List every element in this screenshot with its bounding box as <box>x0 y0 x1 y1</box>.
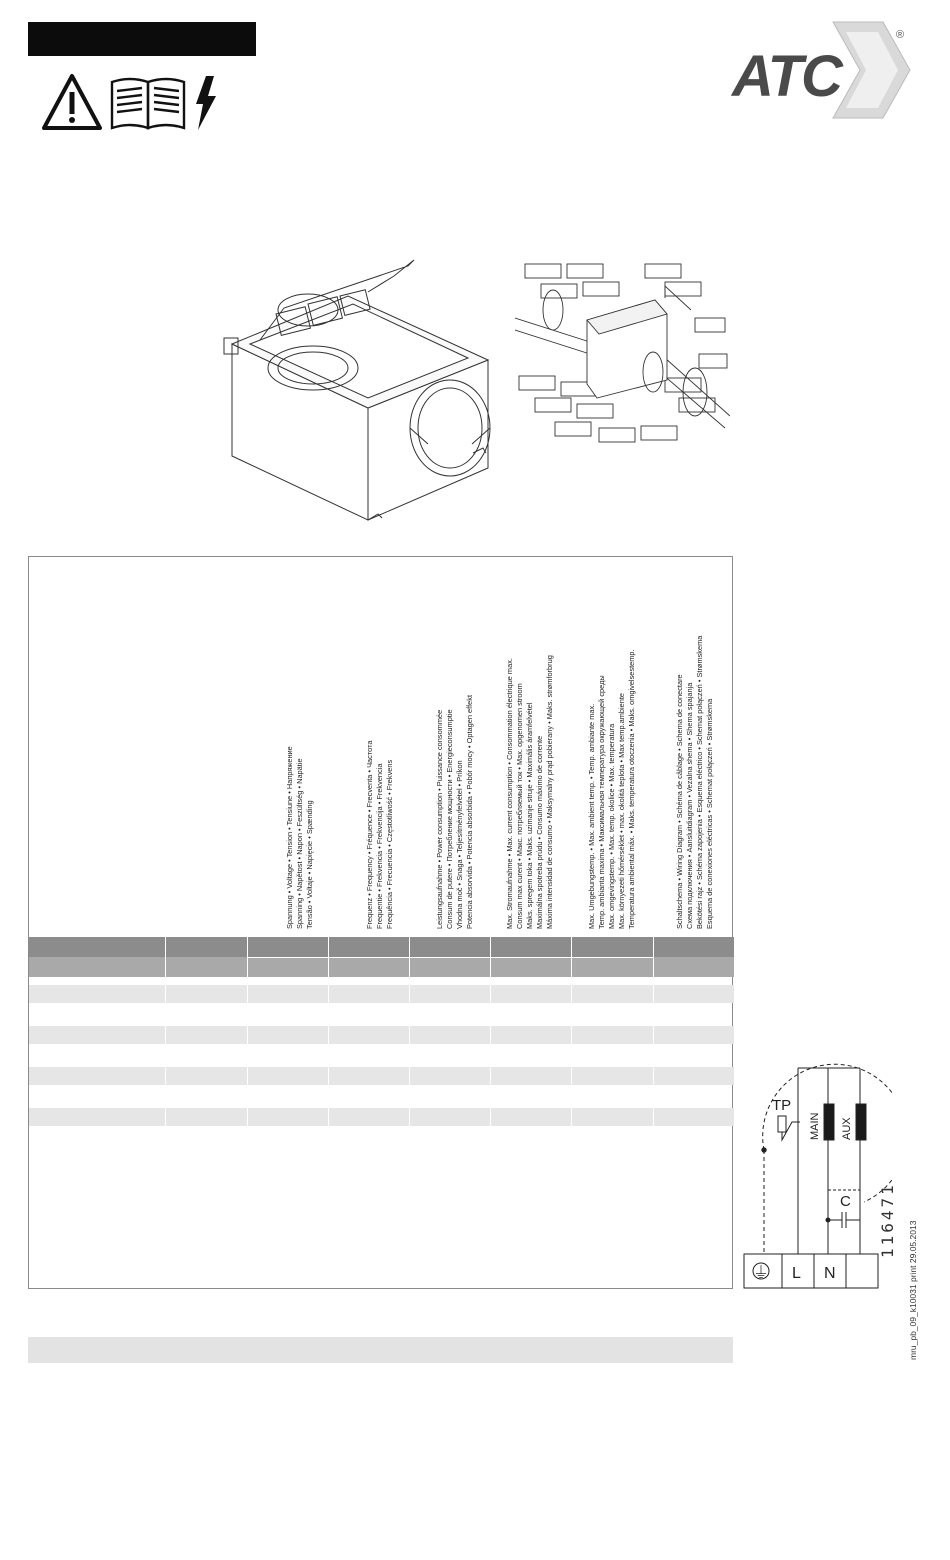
document-number-text: 116471 <box>878 1182 897 1258</box>
table-header-row <box>29 937 734 957</box>
spec-power-line: Leistungsaufnahme • Power consumption • Puissance consommée <box>435 709 444 929</box>
spec-voltage-line: Spannung • Voltage • Tension • Tensiune • Напряжение <box>285 746 294 929</box>
wall-mount-drawing <box>515 258 730 458</box>
spec-current-line: Maximálna spotreba prúdu • Consumo máximo de corrente <box>535 735 544 929</box>
electric-shock-icon <box>196 76 216 130</box>
aux-winding-label: AUX <box>841 1117 853 1140</box>
spec-power-line: Potencia absorvida • Potencia absorbida • Pobór mocy • Optagen effekt <box>465 695 474 929</box>
spec-frequency-line: Frequência • Frecuencia • Częstotliwość • Frekvens <box>385 759 394 929</box>
print-info-text: mru_pb_09_k10031 print 29.05.2013 <box>908 1220 918 1360</box>
warning-triangle-icon <box>44 76 100 128</box>
ground-terminal: ⏚ <box>753 1263 770 1282</box>
spec-current-line: Max. Stromaufnahme • Max. current consumption • Consommation électrique max. <box>505 658 514 929</box>
read-manual-icon <box>112 79 184 128</box>
table-row <box>29 1067 734 1085</box>
table-subheader-row <box>29 957 734 977</box>
atc-logo <box>728 18 918 122</box>
spec-power-line: Vhodna moč • Snaga • Teljesítményfelvétel • Príkon <box>455 760 464 929</box>
spec-voltage-line: Spanning • Napětost • Napon • Feszültség • Napätie <box>295 758 304 929</box>
spec-current-line: Consum max curent • Макс. потребляемый ток • Max. opgenomen stroom <box>515 683 524 929</box>
spec-temperature-line: Temp. ambianta maxima • Максимальная температура окружающей среды <box>597 675 606 929</box>
thermal-protector-label: TP <box>772 1097 792 1114</box>
capacitor-label: C <box>840 1193 851 1210</box>
terminal-n: N <box>824 1265 836 1282</box>
spec-temperature-line: Max. omgevingstemp. • Max. temp. okolice • Max. temperatura <box>607 723 616 929</box>
registered-mark: ® <box>896 29 905 41</box>
spec-temperature-line: Max. környezeti hőmérséklet • max. okolitá teplota • Max temp.ambiente <box>617 692 626 929</box>
safety-icons <box>40 72 220 134</box>
terminal-l: L <box>792 1265 801 1282</box>
spec-wiring-line: Schaltschema • Wiring Diagram • Schéma de câblage • Schema de conectare <box>675 674 684 929</box>
spec-wiring-line: Схема подключения • Aansluitdiagram • Vezalna shema • Shema spajanja <box>685 682 694 929</box>
print-info <box>908 1220 928 1560</box>
spec-power-line: Consum de putere • Потребление мощности • Energieconsumptie <box>445 709 454 929</box>
spec-voltage-line: Tensão • Voltaje • Napięcie • Spænding <box>305 800 314 929</box>
brand-name: ATC <box>732 44 841 109</box>
fan-box-drawing <box>218 248 508 528</box>
spec-current-line: Máxima intensidad de consumo • Maksymalny prąd pobierany • Maks. strømforbrug <box>545 655 554 929</box>
spec-temperature-line: Temperatura ambiental máx. • Maks. temperatura otoczenia • Maks. omgivelsestemp. <box>627 649 636 929</box>
footer-strip <box>28 1337 733 1363</box>
table-row <box>29 1026 734 1044</box>
header-black-bar <box>28 22 256 56</box>
spec-temperature-line: Max. Umgebungstemp. • Max. ambient temp. • Temp. ambiante max. <box>587 703 596 929</box>
spec-table <box>28 556 733 1289</box>
table-row <box>29 1108 734 1126</box>
spec-frequency-line: Frequenz • Frequency • Fréquence • Frecventa • Частота <box>365 740 374 929</box>
spec-current-line: Maks. spregem toka • Maks. uzimanje struje • Maximális áramfelvétel <box>525 702 534 929</box>
main-winding-label: MAIN <box>809 1112 821 1140</box>
spec-wiring-line: Bekötési rajz • Schéma zapojenia • Esquema eléctrico • Schemat połączeń • Strømskema <box>695 635 704 929</box>
spec-wiring-line: Esquema de conexiones eléctricas • Schemat połączeń • Strømskema <box>705 698 714 929</box>
wiring-diagram <box>742 1040 892 1292</box>
spec-frequency-line: Frequentie • Frekvencia • Frekvencija • Frekvencia <box>375 763 384 929</box>
table-row <box>29 985 734 1003</box>
